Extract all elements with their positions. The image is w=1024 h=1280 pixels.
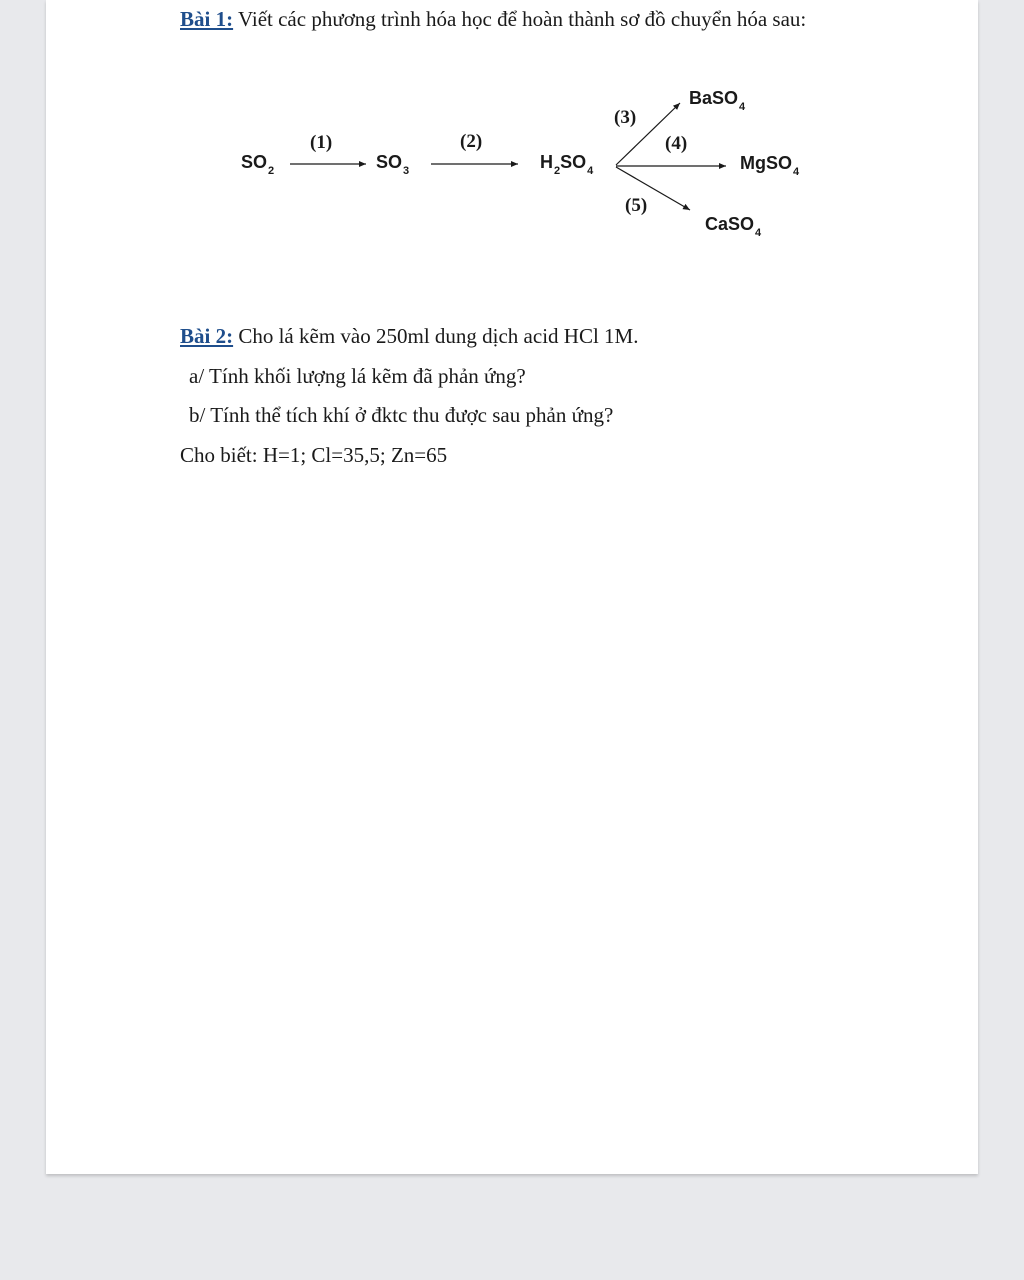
formula-mgso4: MgSO$_4$ [740, 153, 800, 178]
formula-caso4: CaSO$_4$ [705, 214, 762, 239]
bai2-text: Cho lá kẽm vào 250ml dung dịch acid HCl 1M. [233, 324, 639, 348]
bai2-question-a: a/ Tính khối lượng lá kẽm đã phản ứng? [189, 364, 526, 388]
step-label-5: (5) [625, 195, 648, 216]
step-label-3: (3) [614, 107, 637, 128]
reaction-arrows [0, 0, 1024, 300]
formula-baso4: BaSO$_4$ [689, 88, 746, 113]
step-label-4: (4) [665, 133, 688, 154]
bai2-question-b: b/ Tính thể tích khí ở đktc thu được sau phản ứng? [189, 403, 614, 427]
formula-so2: $SO_2$ [241, 152, 275, 177]
formula-so3: $SO_3$ [376, 152, 410, 177]
step-label-2: (2) [460, 131, 483, 152]
bai1-heading: Bài 1: [180, 7, 234, 31]
bai2-given: Cho biết: H=1; Cl=35,5; Zn=65 [180, 443, 448, 467]
bai2-line [180, 326, 638, 347]
bai2-heading: Bài 2: [180, 324, 234, 348]
bai1-text: Viết các phương trình hóa học để hoàn thành sơ đồ chuyển hóa sau: [233, 7, 807, 31]
formula-h2so4: $H_2SO_4$ [540, 152, 594, 177]
step-label-1: (1) [310, 132, 333, 153]
